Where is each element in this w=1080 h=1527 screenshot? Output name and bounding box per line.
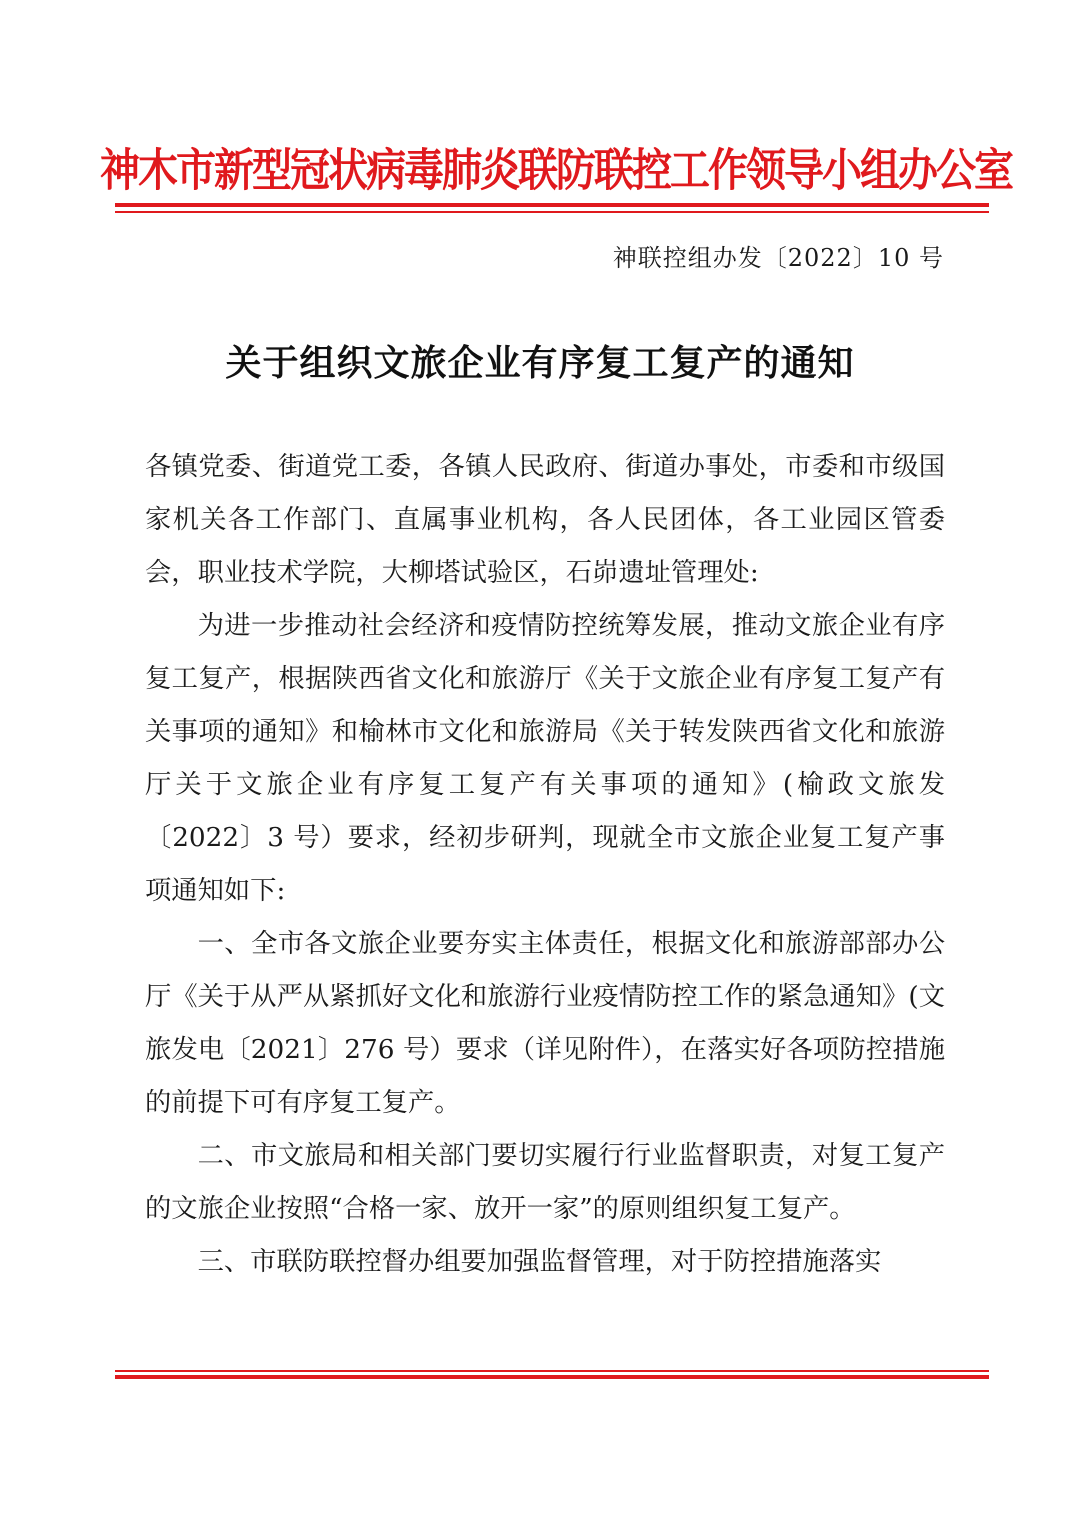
body-paragraph: 一、全市各文旅企业要夯实主体责任，根据文化和旅游部部办公厅《关于从严从紧抓好文化和旅游行业疫情防控工作的紧急通知》(文旅发电〔2021〕276 号）要求（详见附件），在落实好各项防控措施的前提下可有序复工复产。 [145,929,945,1118]
body-paragraph: 二、市文旅局和相关部门要切实履行行业监督职责，对复工复产的文旅企业按照“合格一家、放开一家”的原则组织复工复产。 [145,1141,945,1224]
footer-rule-thick [115,1375,989,1379]
body-paragraph: 为进一步推动社会经济和疫情防控统筹发展，推动文旅企业有序复工复产，根据陕西省文化和旅游厅《关于文旅企业有序复工复产有关事项的通知》和榆林市文化和旅游局《关于转发陕西省文化和旅游厅关于文旅企业有序复工复产有关事项的通知》(榆政文旅发〔2022〕3 号）要求，经初步研判，现就全市文旅企业复工复产事项通知如下: [145,611,945,906]
header-rule-thin [115,211,989,213]
header-rule-thick [115,203,989,207]
document-title: 关于组织文旅企业有序复工复产的通知 [225,342,855,384]
footer-rule-thin [115,1370,989,1372]
document-body [145,441,945,1289]
body-paragraph: 三、市联防联控督办组要加强监督管理，对于防控措施落实 [197,1247,882,1277]
recipients-paragraph: 各镇党委、街道党工委，各镇人民政府、街道办事处，市委和市级国家机关各工作部门、直属事业机构，各人民团体，各工业园区管委会，职业技术学院，大柳塔试验区，石峁遗址管理处: [145,452,945,588]
document-number: 神联控组办发〔2022〕10 号 [612,244,944,272]
issuer-header: 神木市新型冠状病毒肺炎联防联控工作领导小组办公室 [100,145,1012,197]
